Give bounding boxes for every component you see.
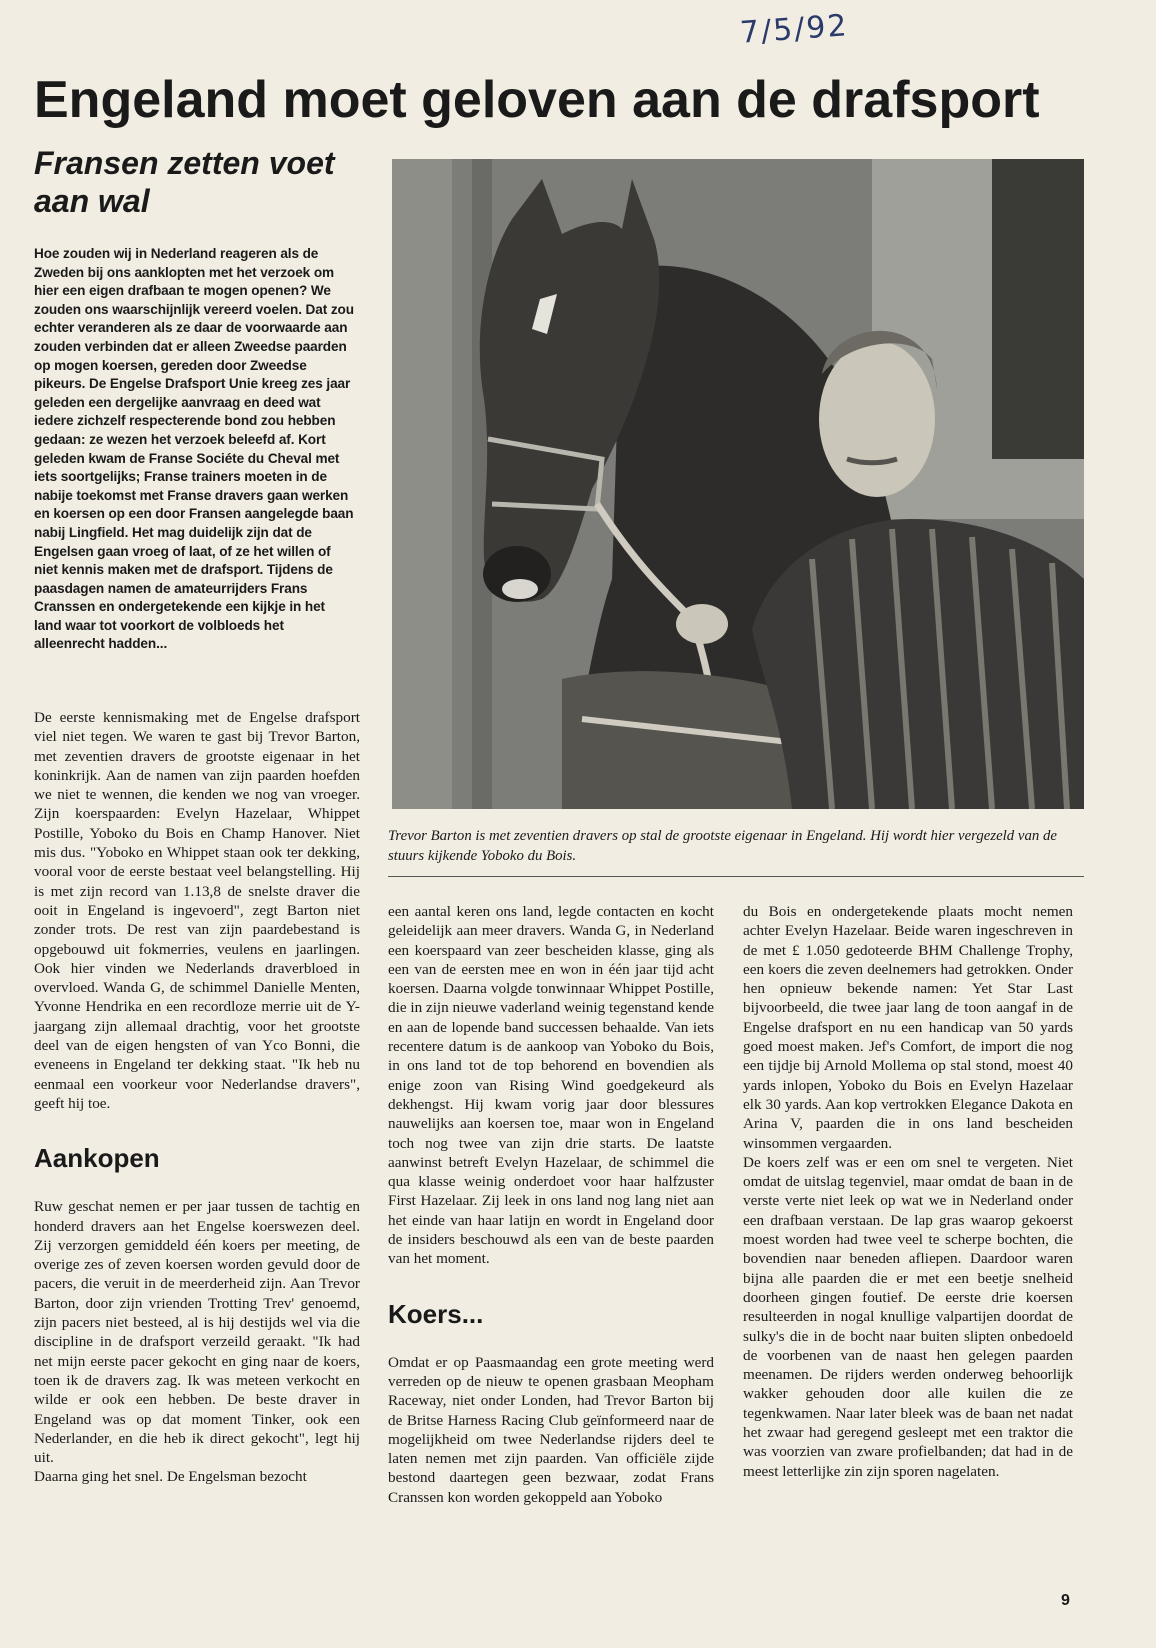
horse-and-man-illustration (392, 159, 1084, 809)
article-headline: Engeland moet geloven aan de drafsport (34, 71, 1040, 129)
body-paragraph: een aantal keren ons land, legde contacten en kocht geleidelijk aan meer dravers. Wanda G, in Nederland een koerspaard van zeer bescheiden klasse, ging als een van de eersten mee en won in één jaar tijd acht koersen. Daarna volgde tonwinnaar Whippet Postille, die in zijn nieuwe vaderland weinig tegenstand kende en aan de lopende band successen behaalde. Van iets recentere datum is de aankoop van Yoboko du Bois, in ons land tot de top behorend en bovendien als enige zoon van Rising Wind goedgekeurd als dekhengst. Hij kwam vorig jaar door blessures nauwelijks aan koersen toe, maar won in Engeland toch nog twee van zijn drie starts. De laatste aanwinst betreft Evelyn Hazelaar, de schimmel die qua klasse weinig onderdoet voor haar halfzuster First Hazelaar. Zij leek in ons land nog lang niet aan het einde van haar latijn en wordt in Engeland door de insiders beschouwd als een van de beste paarden van het moment. (388, 903, 714, 1268)
body-paragraph: De koers zelf was er een om snel te vergeten. Niet omdat de uitslag tegenviel, maar omdat de baan in de verste verte niet leek op wat we in Nederland onder een drafbaan verstaan. De lap gras waarop gekoerst moest worden had twee veel te scherpe bochten, die bovendien naar beneden afliepen. Daardoor waren bijna alle paarden die er met een beetje snelheid doorheen gingen foutief. De eerste drie koersen resulteerden in nogal knullige valpartijen doordat de sulky's die in de bocht naar buiten slipten onbedoeld de voorbenen van de naast hen gelegen paarden meenamen. De rijders werden onderweg behoorlijk wakker gehouden door alle kuilen die ze tegenkwamen. Naar later bleek was de baan net nadat het zwaar had geregend gesleept met een traktor die was voorzien van zware profielbanden; dat had in de meest letterlijke zin zijn sporen nagelaten. (743, 1153, 1073, 1480)
body-paragraph: Omdat er op Paasmaandag een grote meeting werd verreden op de nieuw te openen grasbaan Meopham Raceway, niet onder Londen, had Trevor Barton bij de Britse Harness Racing Club geïnformeerd naar de mogelijkheid om twee Nederlandse rijders deel te laten nemen met zijn paarden. Van officiële zijde bestond daartegen geen bezwaar, zodat Frans Cranssen kon worden gekoppeld aan Yoboko (388, 1353, 714, 1506)
body-column-2 (388, 902, 714, 1507)
body-column-1 (34, 708, 360, 1487)
caption-divider (388, 876, 1084, 877)
body-paragraph: De eerste kennismaking met de Engelse drafsport viel niet tegen. We waren te gast bij Trevor Barton, met zeventien dravers de grootste eigenaar in het koninkrijk. Aan de namen van zijn paarden hoefden we niet te wennen, die kenden we nog van vroeger. Zijn koerspaarden: Evelyn Hazelaar, Whippet Postille, Yoboko du Bois en Champ Hanover. Niet mis dus. "Yoboko en Whippet staan ook ter dekking, vooral voor de eerste bestaat veel belangstelling. Hij is met zijn record van 1.13,8 de snelste draver die ooit in Engeland is ingevoerd", zegt Barton niet zonder trots. De rest van zijn paardebestand is opgebouwd uit fokmerries, veulens en jaarlingen. Ook hier vinden we Nederlands draverbloed in overvloed. Wanda G, de schimmel Danielle Menten, Yvonne Hendrika en een recordloze merrie uit de Y-jaargang zijn allemaal drachtig, voor het grootste deel van de eigen hengsten of van Yco Bonni, die eveneens in Engeland ter dekking staat. "Ik heb nu eenmaal een voorkeur voor Nederlandse dravers", geeft hij toe. (34, 709, 360, 1112)
body-column-3 (743, 902, 1073, 1481)
article-intro: Hoe zouden wij in Nederland reageren als de Zweden bij ons aanklopten met het verzoek om hier een eigen drafbaan te mogen openen? We zouden ons waarschijnlijk vereerd voelen. Dat zou echter veranderen als ze daar de voorwaarde aan zouden verbinden dat er alleen Zweedse paarden op mogen koersen, gereden door Zweedse pikeurs. De Engelse Drafsport Unie kreeg zes jaar geleden een dergelijke aanvraag en deed wat iedere zichzelf respecterende bond zou hebben gedaan: ze wezen het verzoek beleefd af. Kort geleden kwam de Franse Sociéte du Cheval met iets soortgelijks; Franse trainers moeten in de nabije toekomst met Franse dravers gaan werken en koersen op een door Fransen aangelegde baan nabij Lingfield. Het mag duidelijk zijn dat de Engelsen gaan vroeg of laat, of ze het willen of niet kennis maken met de drafsport. Tijdens de paasdagen namen de amateurrijders Frans Cranssen en ondergetekende een kijkje in het land waar tot voorkort de volbloeds het alleenrecht hadden... (34, 246, 354, 652)
body-paragraph: du Bois en ondergetekende plaats mocht nemen achter Evelyn Hazelaar. Beide waren ingeschreven in de met £ 1.050 gedoteerde BHM Challenge Trophy, een koers die zeven deelnemers had getrokken. Onder hen opnieuw bekende namen: Yet Star Last bijvoorbeeld, die twee jaar lang de toon aangaf in de Engelse drafsport en nu een handicap van 50 yards goed moest maken. Jef's Comfort, de import die nog een tijdje bij Arnold Mollema op stal stond, moest 40 yards inlopen, Yoboko du Bois en Evelyn Hazelaar elk 30 yards. Aan kop vertrokken Elegance Dakota en Arina V, paarden die in ons land bescheiden winsommen vergaarden. (743, 903, 1073, 1152)
photo-caption: Trevor Barton is met zeventien dravers op stal de grootste eigenaar in Engeland. Hij wordt hier vergezeld van de stuurs kijkende Yoboko du Bois. (388, 828, 1057, 864)
handwritten-date: 7/5/92 (738, 8, 850, 51)
photo-horse-and-owner (392, 159, 1084, 809)
body-paragraph: Daarna ging het snel. De Engelsman bezocht (34, 1468, 307, 1486)
section-heading-aankopen: Aankopen (34, 1143, 160, 1174)
article-subheadline: Fransen zetten voet aan wal (34, 145, 335, 219)
page-number: 9 (1061, 1592, 1070, 1609)
section-heading-koers: Koers... (388, 1298, 484, 1329)
body-paragraph: Ruw geschat nemen er per jaar tussen de tachtig en honderd dravers aan het Engelse koerswezen deel. Zij verzorgen gemiddeld één koers per meeting, de overige zes of zeven koersen worden gevuld door de pacers, die veruit in de meerderheid zijn. Aan Trevor Barton, door zijn vrienden Trotting Trev' genoemd, zijn pacers niet besteed, al is hij destijds wel via die discipline in de drafsport verzeild geraakt. "Ik had net mijn eerste pacer gekocht en ging naar de koers, toen ik de dravers zag. Ik was meteen verkocht en wilde er ook een hebben. De beste draver in Engeland was op dat moment Tinker, ook een Nederlander, en die heb ik direct gekocht", legt hij uit. (34, 1198, 360, 1467)
